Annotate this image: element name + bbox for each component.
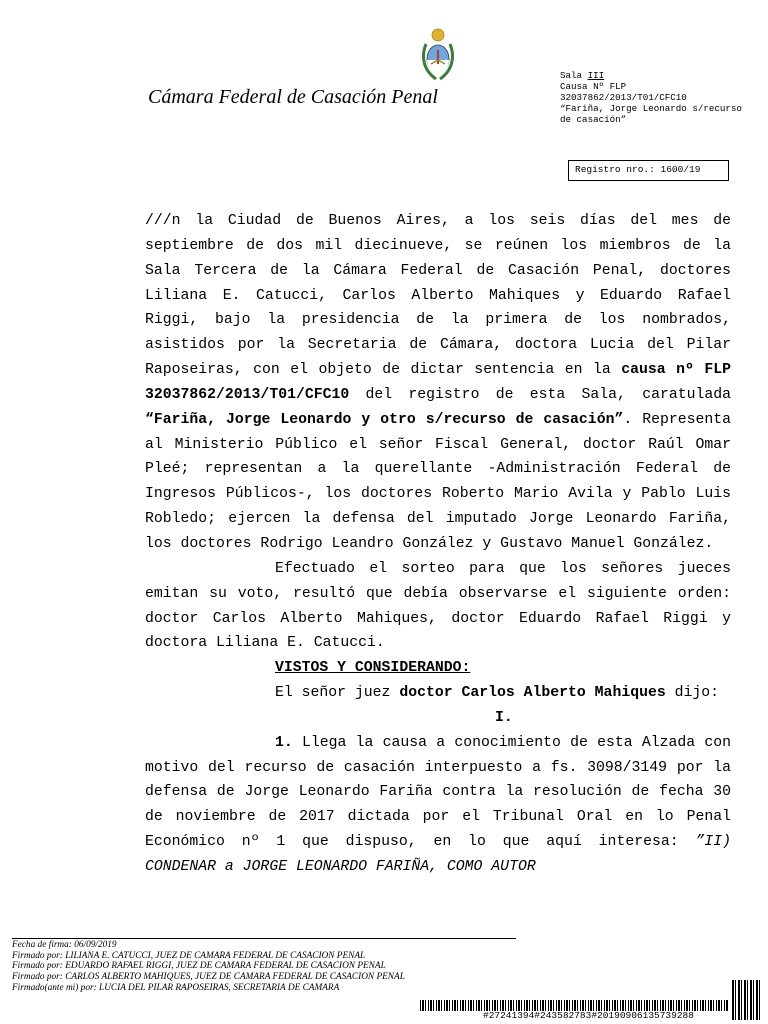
case-number: 32037862/2013/T01/CFC10 <box>560 92 687 103</box>
signature-line: Firmado por: EDUARDO RAFAEL RIGGI, JUEZ DE CAMARA FEDERAL DE CASACION PENAL <box>12 961 386 972</box>
causa-line: Causa Nº FLP <box>560 81 627 92</box>
argentina-coat-of-arms-icon <box>418 24 458 84</box>
rising-sun <box>432 29 444 41</box>
judge-intro-paragraph <box>145 681 731 706</box>
signature-line: Firmado por: LILIANA E. CATUCCI, JUEZ DE CAMARA FEDERAL DE CASACION PENAL <box>12 950 366 961</box>
opening-paragraph <box>145 209 731 557</box>
signature-footer <box>12 940 405 994</box>
body-text: . Representa al Ministerio Público el señor Fiscal General, doctor Raúl Omar Pleé; representan a la querellante -Administración Federal de Ingresos Públicos-, los doctores Roberto Mario Avila y Pablo Luis Robledo; ejercen la defensa del imputado Jorge Leonardo Fariña, los doctores Rodrigo Leandro González y Gustavo Manuel González. <box>145 411 732 552</box>
case-caption-line-1: “Fariña, Jorge Leonardo s/recurso <box>560 103 742 114</box>
sala-label: Sala <box>560 70 583 81</box>
quoted-resolution: ”II) CONDENAR a JORGE LEONARDO FARIÑA, COMO AUTOR <box>145 834 731 875</box>
body-text: dijo: <box>665 685 719 702</box>
shield <box>427 45 449 74</box>
vistos-heading: VISTOS Y CONSIDERANDO: <box>275 660 471 677</box>
sala-number: III <box>587 70 605 81</box>
body-text: El señor juez <box>275 685 400 702</box>
sorteo-paragraph: Efectuado el sorteo para que los señores jueces emitan su voto, resultó que debía observarse el siguiente orden: doctor Carlos Alberto Mahiques, doctor Eduardo Rafael Riggi y doctora Liliana E. Catucci. <box>145 560 731 652</box>
footer-divider <box>12 938 516 939</box>
judge-name: doctor Carlos Alberto Mahiques <box>399 685 666 702</box>
court-name: Cámara Federal de Casación Penal <box>148 86 438 108</box>
registro-box: Registro nro.: 1600/19 <box>568 160 729 181</box>
case-caption: “Fariña, Jorge Leonardo y otro s/recurso de casación” <box>145 411 624 428</box>
body-text: ///n la Ciudad de Buenos Aires, a los seis días del mes de septiembre de dos mil diecinueve, se reúnen los miembros de la Sala Tercera de la Cámara Federal de Casación Penal, doctores Liliana E. Catucci, Carlos Alberto Mahiques y Eduardo Rafael Riggi, bajo la presidencia de la primera de los nombrados, asistidos por la Secretaria de Cámara, doctora Lucia del Pilar Raposeiras, con el objeto de dictar sentencia en la <box>145 213 731 379</box>
item-number: 1. <box>275 734 293 751</box>
section-paragraph <box>145 731 731 880</box>
case-info-block <box>560 70 760 125</box>
body-text: del registro de esta Sala, caratulada <box>349 386 731 403</box>
case-caption-line-2: de casación” <box>560 114 627 125</box>
section-heading: I. <box>495 709 513 726</box>
barcode-number: #27241394#243582783#20190906135739288 <box>483 1010 694 1021</box>
barcode-icon <box>732 980 762 1020</box>
signature-line: Firmado(ante mi) por: LUCIA DEL PILAR RAPOSEIRAS, SECRETARIA DE CAMARA <box>12 982 340 993</box>
signature-line: Firmado por: CARLOS ALBERTO MAHIQUES, JUEZ DE CAMARA FEDERAL DE CASACION PENAL <box>12 972 405 983</box>
sala-line <box>560 70 760 81</box>
case-reference: causa nº FLP 32037862/2013/T01/CFC10 <box>145 362 731 403</box>
document-body <box>145 209 731 880</box>
body-text: Llega la causa a conocimiento de esta Alzada con motivo del recurso de casación interpuesto a fs. 3098/3149 por la defensa de Jorge Leonardo Fariña contra la resolución de fecha 30 de noviembre de 2017 dictada por el Tribunal Oral en lo Penal Económico nº 1 que dispuso, en lo que aquí interesa: <box>145 734 731 851</box>
signature-date: Fecha de firma: 06/09/2019 <box>12 940 117 950</box>
